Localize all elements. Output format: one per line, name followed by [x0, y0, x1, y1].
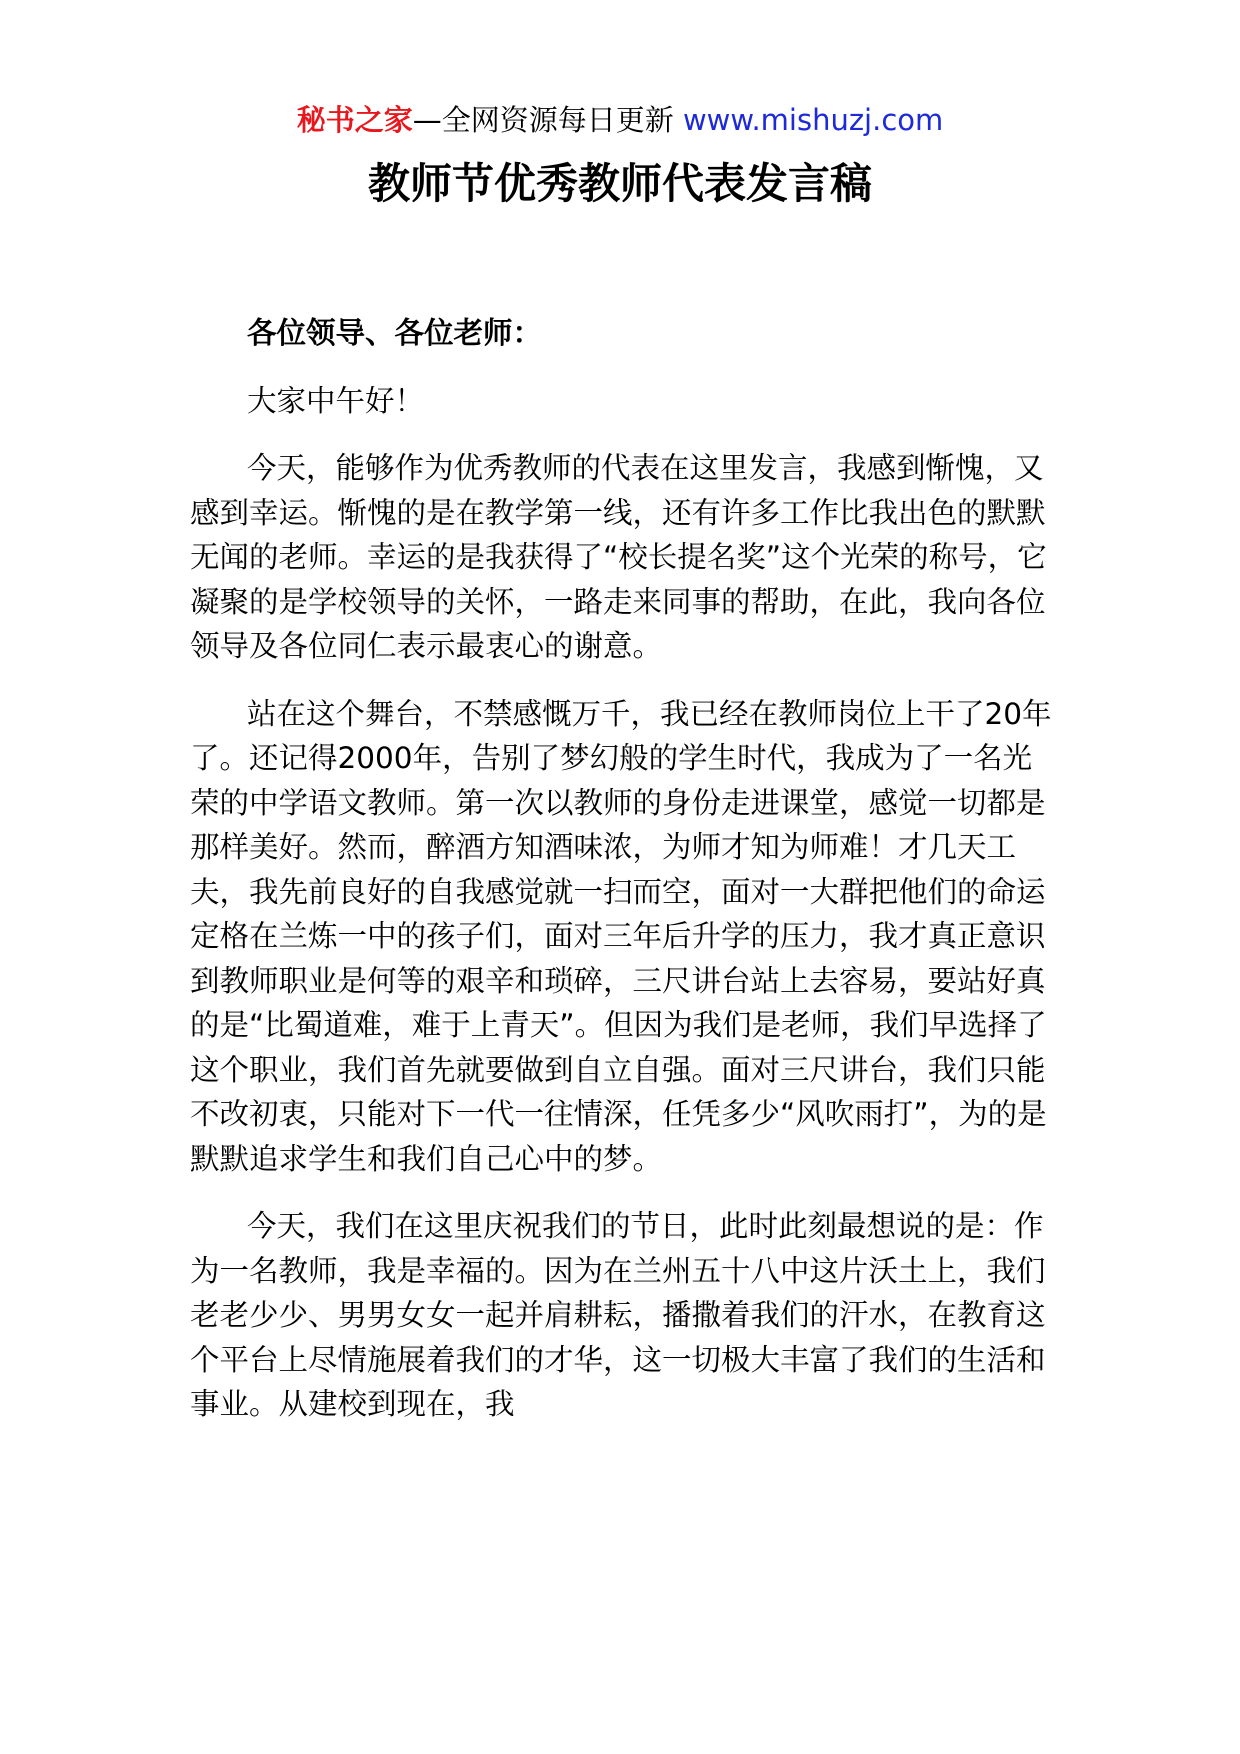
paragraph-gratitude: 今天，能够作为优秀教师的代表在这里发言，我感到惭愧，又感到幸运。惭愧的是在教学第一线，还有许多工作比我出色的默默无闻的老师。幸运的是我获得了“校长提名奖”这个光荣的称号，它凝聚的是学校领导的关怀，一路走来同事的帮助，在此，我向各位领导及各位同仁表示最衷心的谢意。: [190, 451, 1047, 663]
site-url-link[interactable]: www.mishuzj.com: [682, 103, 944, 137]
site-brand-name: 秘书之家: [296, 103, 413, 137]
site-header: [0, 100, 1240, 140]
paragraph-greeting: 大家中午好！: [247, 383, 425, 418]
paragraph-career: 站在这个舞台，不禁感慨万千，我已经在教师岗位上干了20年了。还记得2000年，告别了梦幻般的学生时代，我成为了一名光荣的中学语文教师。第一次以教师的身份走进课堂，感觉一切都是那样美好。然而，醉酒方知酒味浓，为师才知为师难！才几天工夫，我先前良好的自我感觉就一扫而空，面对一大群把他们的命运定格在兰炼一中的孩子们，面对三年后升学的压力，我才真正意识到教师职业是何等的艰辛和琐碎，三尺讲台站上去容易，要站好真的是“比蜀道难，难于上青天”。但因为我们是老师，我们早选择了这个职业，我们首先就要做到自立自强。面对三尺讲台，我们只能不改初衷，只能对下一代一往情深，任凭多少“风吹雨打”，为的是默默追求学生和我们自己心中的梦。: [190, 696, 1052, 1176]
site-tagline: —全网资源每日更新: [412, 103, 683, 137]
document-title: 教师节优秀教师代表发言稿: [367, 159, 872, 208]
document-body: [190, 311, 1060, 1450]
salutation: 各位领导、各位老师：: [247, 316, 543, 350]
paragraph-happiness: 今天，我们在这里庆祝我们的节日，此时此刻最想说的是：作为一名教师，我是幸福的。因为在兰州五十八中这片沃土上，我们老老少少、男男女女一起并肩耕耘，播撒着我们的汗水，在教育这个平台上尽情施展着我们的才华，这一切极大丰富了我们的生活和事业。从建校到现在，我: [190, 1209, 1046, 1421]
